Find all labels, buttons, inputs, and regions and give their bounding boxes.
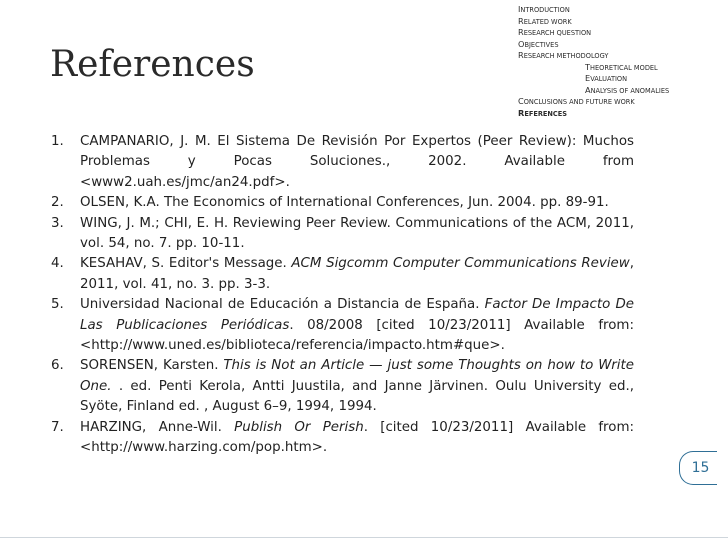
reference-text xyxy=(80,193,634,213)
reference-text-part: , 2011, vol. 41, no. 3. pp. 3-3. xyxy=(80,256,634,292)
reference-item xyxy=(51,214,634,255)
reference-title-italic: Factor De Impacto De Las Publicaciones Periódicas xyxy=(80,297,634,333)
reference-number: 6. xyxy=(51,358,64,374)
reference-number: 5. xyxy=(51,297,64,313)
reference-text-part: . ed. Penti Kerola, Antti Juustila, and Janne Järvinen. Oulu University ed., Syöte, Finland ed. , August 6–9, 1994, 1994. xyxy=(80,378,634,415)
outline-item xyxy=(518,108,669,120)
outline-item xyxy=(518,16,669,28)
reference-text-part: Universidad Nacional de Educación a Distancia de España. xyxy=(80,297,485,313)
outline-item xyxy=(518,85,669,97)
reference-item xyxy=(51,132,634,193)
reference-list xyxy=(51,132,634,459)
page-number: 15 xyxy=(691,460,710,476)
outline-item-initial: O xyxy=(518,38,525,49)
reference-item xyxy=(51,193,634,213)
outline-item-label: BJECTIVES xyxy=(524,40,559,49)
reference-number: 4. xyxy=(51,256,64,272)
reference-item xyxy=(51,295,634,356)
outline-item-initial: R xyxy=(518,50,524,60)
outline-item-initial: C xyxy=(518,96,524,106)
outline-item-label: ESEARCH QUESTION xyxy=(523,29,592,37)
outline-item xyxy=(518,73,669,85)
outline-item-initial: A xyxy=(585,84,591,95)
outline-item xyxy=(518,50,669,62)
outline-item-initial: I xyxy=(518,4,521,14)
outline-item xyxy=(518,39,669,51)
reference-item xyxy=(51,254,634,295)
reference-text xyxy=(80,295,634,356)
reference-text-part: . [cited 10/23/2011] Available from:<http://www.harzing.com/pop.htm>. xyxy=(80,419,635,456)
outline-item-label: HEORETICAL MODEL xyxy=(590,63,658,72)
footer-rule xyxy=(0,537,728,538)
reference-item xyxy=(51,356,634,417)
outline-item-initial: R xyxy=(518,15,524,26)
outline-item-label: NALYSIS OF ANOMALIES xyxy=(590,86,670,95)
reference-text xyxy=(80,254,634,295)
outline-item-label: EFERENCES xyxy=(524,109,568,118)
reference-title-italic: ACM Sigcomm Computer Communications Review xyxy=(291,256,630,272)
outline-item-label: NTRODUCTION xyxy=(520,6,570,14)
outline-item xyxy=(518,62,669,74)
outline-item-initial: R xyxy=(518,27,524,37)
reference-title-italic: Publish Or Perish xyxy=(234,419,364,435)
reference-number: 7. xyxy=(51,419,64,435)
outline-item-initial: E xyxy=(585,73,591,83)
page-number-badge xyxy=(679,451,717,485)
outline-item-label: VALUATION xyxy=(590,75,628,83)
outline-item xyxy=(518,96,669,108)
reference-text xyxy=(80,356,634,417)
section-outline xyxy=(518,4,669,119)
reference-text-part: . 08/2008 [cited 10/23/2011] Available from:<http://www.uned.es/biblioteca/referencia/impacto.htm#que>. xyxy=(80,317,634,354)
reference-text-part: KESAHAV, S. Editor's Message. xyxy=(80,256,292,272)
outline-item-label: ONCLUSIONS AND FUTURE WORK xyxy=(523,98,635,106)
reference-text-part: HARZING, Anne-Wil. xyxy=(80,419,235,435)
reference-text-part: SORENSEN, Karsten. xyxy=(80,358,224,374)
outline-item-initial: T xyxy=(585,61,591,72)
reference-text xyxy=(80,132,634,193)
reference-number: 2. xyxy=(51,195,64,211)
reference-number: 3. xyxy=(51,215,64,231)
reference-text-part: CAMPANARIO, J. M. El Sistema De Revisión Por Expertos (Peer Review): Muchos Problemas y Pocas Soluciones., 2002. Available from <www2.uah.es/jmc/an24.pdf>. xyxy=(80,134,634,190)
outline-item-label: ESEARCH METHODOLOGY xyxy=(523,52,609,60)
reference-text-part: OLSEN, K.A. The Economics of International Conferences, Jun. 2004. pp. 89-91. xyxy=(80,195,609,211)
slide-title: References xyxy=(50,44,255,85)
reference-number: 1. xyxy=(51,134,64,149)
reference-text xyxy=(80,418,634,459)
outline-item-initial: R xyxy=(518,107,525,118)
reference-text-part: WING, J. M.; CHI, E. H. Reviewing Peer Review. Communications of the ACM, 2011, vol. 54, no. 7. pp. 10-11. xyxy=(80,215,634,252)
reference-title-italic: This is Not an Article — just some Thoughts on how to Write One. xyxy=(80,358,634,394)
outline-item xyxy=(518,4,669,16)
reference-text xyxy=(80,214,634,255)
outline-item-label: ELATED WORK xyxy=(523,17,572,26)
outline-item xyxy=(518,27,669,39)
reference-item xyxy=(51,418,634,459)
